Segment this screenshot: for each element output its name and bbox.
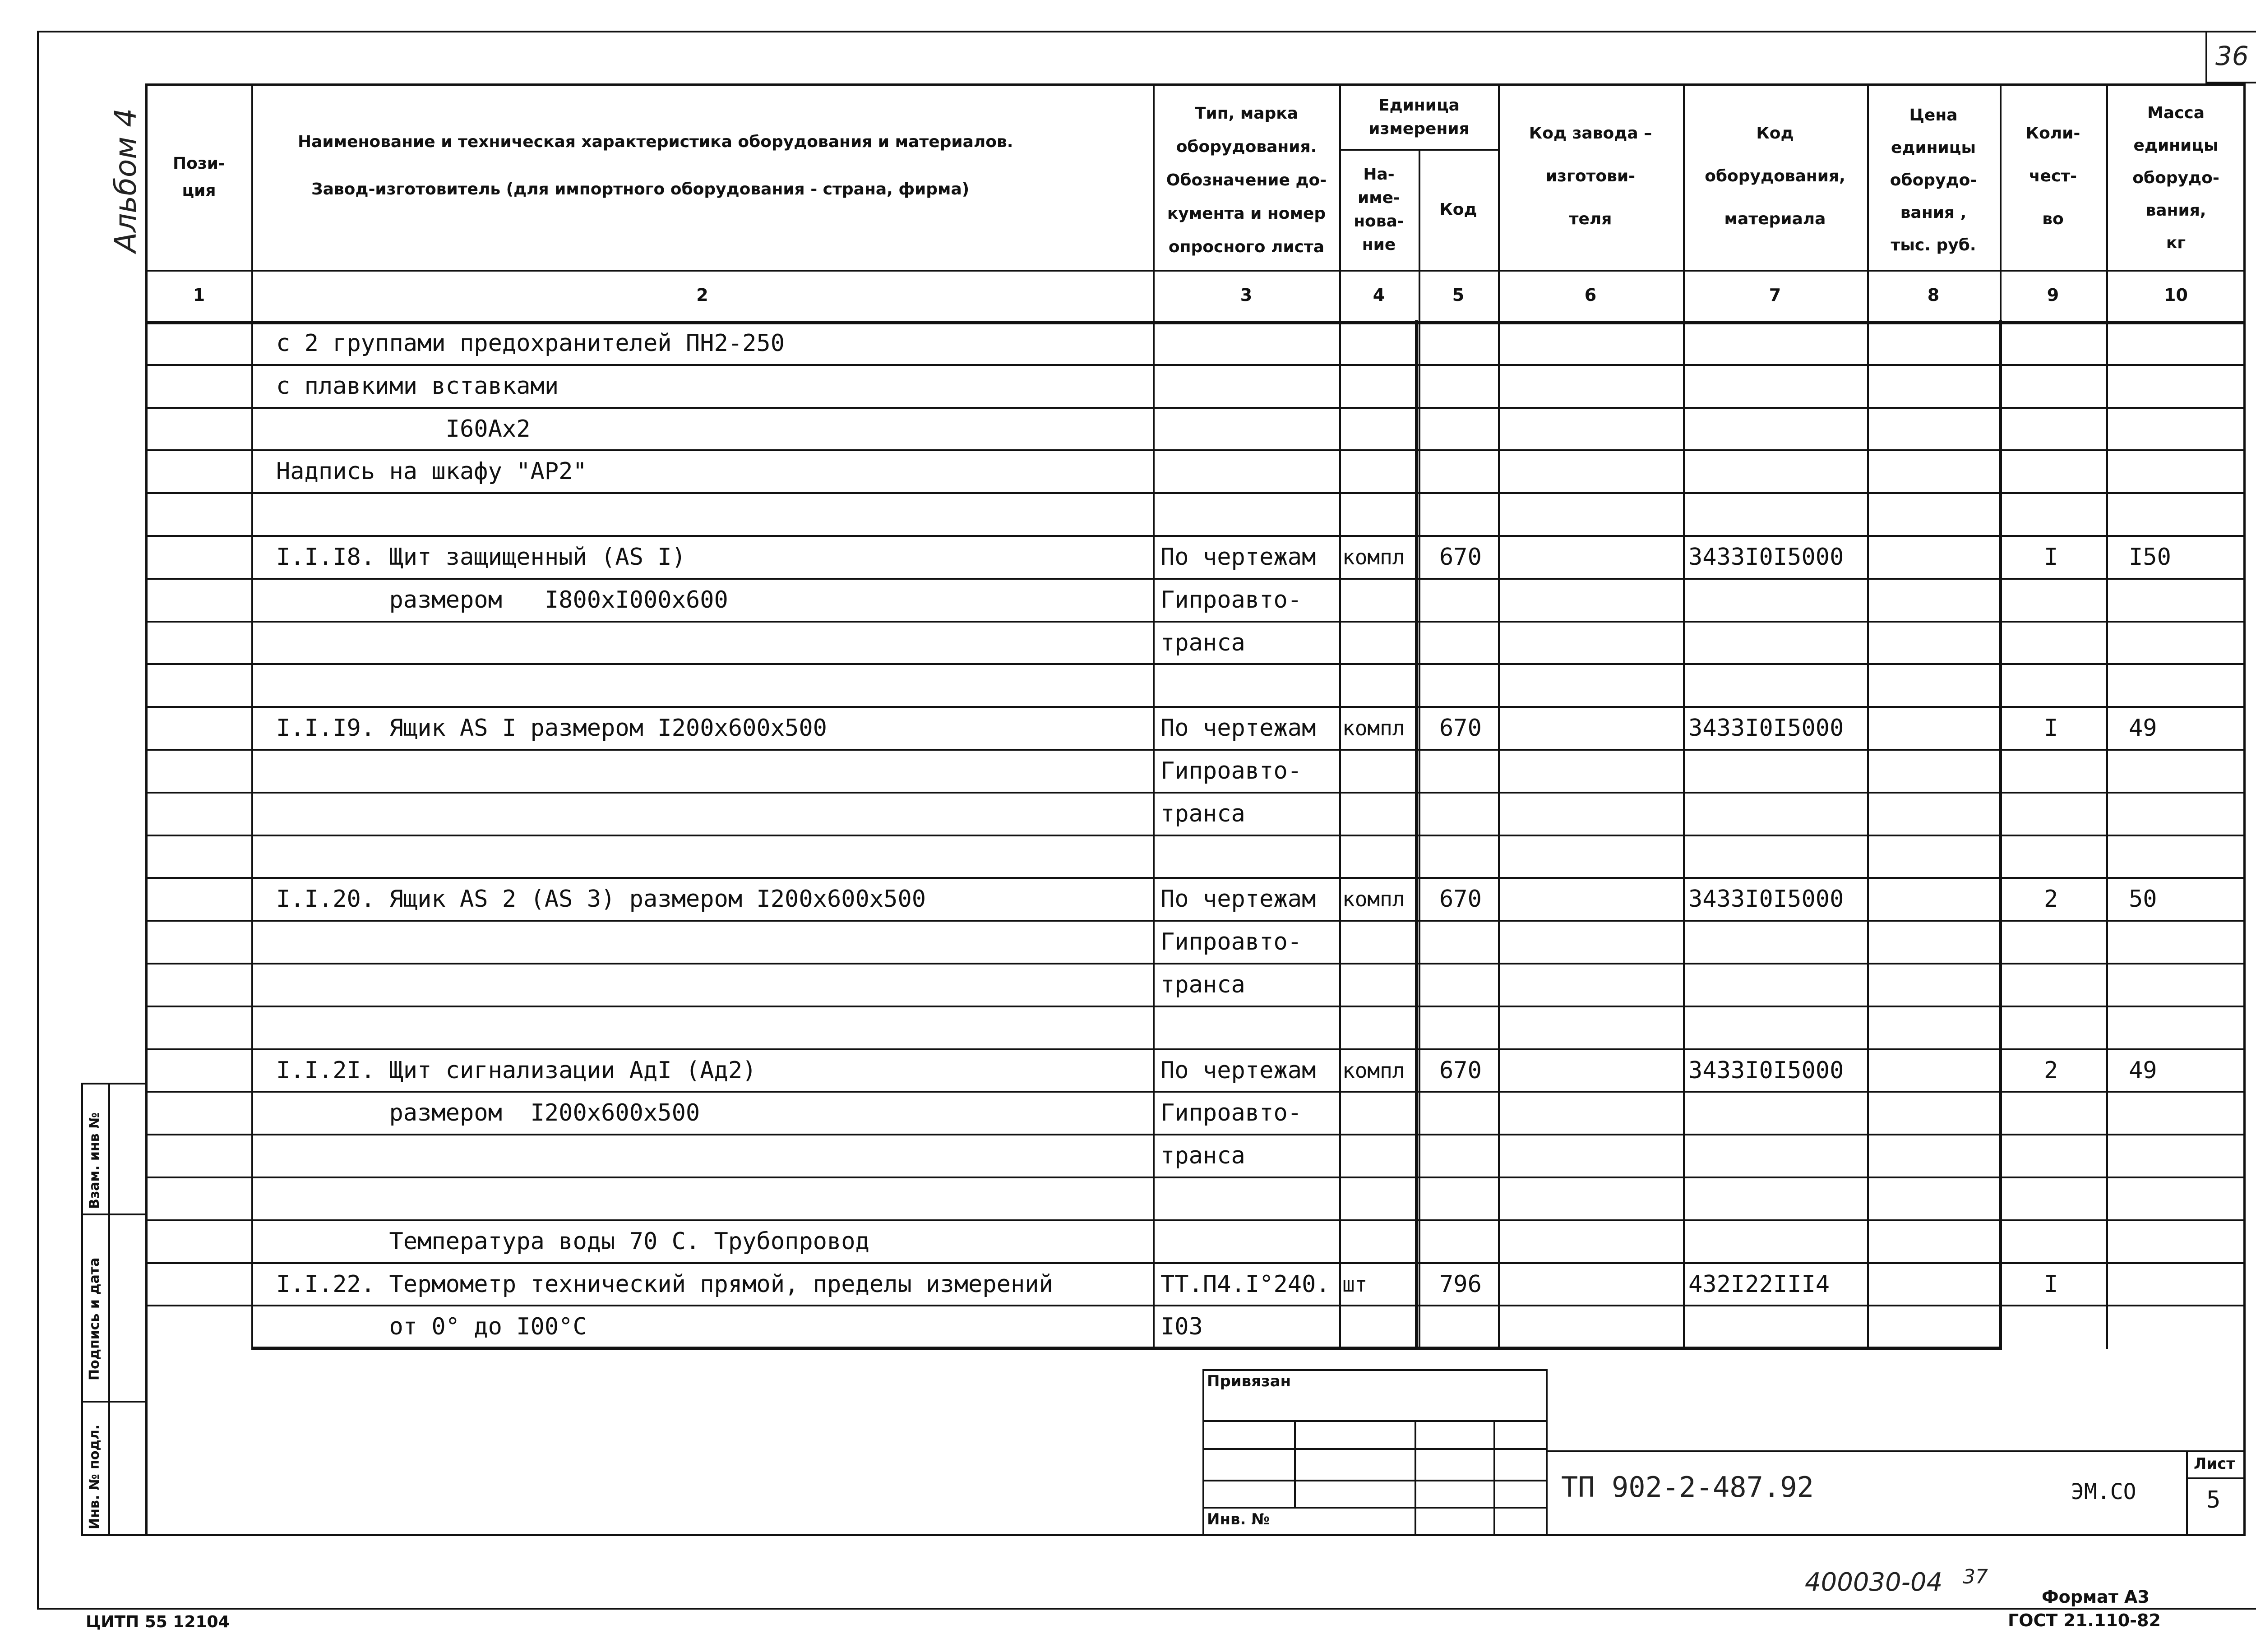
side-stamp-vzam-inv: Взам. инв № (87, 1112, 102, 1209)
col-number-9: 9 (2047, 285, 2059, 305)
item-name-cell: с плавкими вставками (276, 372, 559, 400)
unit-name-cell: компл (1342, 1058, 1405, 1083)
header-col5: Код (1439, 200, 1477, 219)
album-label: Альбом 4 (108, 108, 143, 253)
equipment-code-cell: 3433I0I5000 (1688, 886, 1844, 913)
header-col2-line2: Завод-изготовитель (для импортного оборудования - страна, фирма) (311, 180, 970, 198)
header-units-group: Единица измерения (1368, 96, 1470, 138)
row-divider (145, 663, 2246, 665)
unit-code-cell: 670 (1439, 886, 1482, 913)
item-name-cell: от 0° до I00°С (276, 1313, 587, 1341)
item-name-cell: I.I.I8. Щит защищенный (АЅ I) (276, 544, 686, 571)
handwritten-code: 400030-04 (1805, 1568, 1943, 1597)
header-col8: Цена единицы оборудо- вания , тыс. руб. (1890, 106, 1977, 254)
col-number-4: 4 (1373, 285, 1385, 305)
header-col3: Тип, марка оборудования. Обозначение до- кумента и номер опросного листа (1166, 104, 1327, 256)
type-cell: Гипроавто- (1160, 757, 1302, 784)
item-name-cell: Надпись на шкафу "АР2" (276, 458, 587, 485)
unit-name-cell: компл (1342, 887, 1405, 912)
side-stamp-inv-podl: Инв. № подл. (87, 1424, 102, 1529)
unit-code-cell: 796 (1439, 1270, 1482, 1298)
type-cell: транса (1160, 629, 1245, 656)
row-divider (145, 1177, 2246, 1178)
header-col7: Код оборудования, материала (1705, 124, 1845, 228)
unit-code-cell: 670 (1439, 715, 1482, 742)
type-cell: ТТ.П4.I°240. (1160, 1270, 1330, 1298)
mass-cell: 49 (2129, 1057, 2157, 1084)
bound-label: Привязан (1207, 1372, 1291, 1390)
page-number: 36 (2215, 41, 2249, 71)
format-label: Формат А3 (2042, 1587, 2150, 1607)
type-cell: транса (1160, 1142, 1245, 1170)
item-name-cell: I.I.2I. Щит сигнализации АдI (Ад2) (276, 1057, 757, 1084)
sheet-label: Лист (2194, 1455, 2235, 1473)
header-col10: Масса единицы оборудо- вания, кг (2132, 104, 2219, 252)
sheet-number: 5 (2206, 1486, 2221, 1514)
item-name-cell: I.I.22. Термометр технический прямой, пределы измерений (276, 1270, 1053, 1298)
quantity-cell: I (2044, 544, 2058, 571)
inv-label: Инв. № (1207, 1510, 1270, 1528)
document-code: ТП 902-2-487.92 (1561, 1471, 1814, 1504)
col-number-6: 6 (1584, 285, 1597, 305)
unit-name-cell: компл (1342, 545, 1405, 569)
unit-name-cell: компл (1342, 716, 1405, 741)
equipment-code-cell: 432I22III4 (1688, 1270, 1830, 1298)
col-number-10: 10 (2164, 285, 2188, 305)
col-number-2: 2 (696, 285, 708, 305)
header-col6: Код завода – изготови- теля (1529, 124, 1652, 228)
unit-code-cell: 670 (1439, 544, 1482, 571)
print-code: ЦИТП 55 12104 (86, 1613, 230, 1631)
quantity-cell: I (2044, 715, 2058, 742)
item-name-cell: размером I800хI000х600 (276, 586, 728, 614)
type-cell: транса (1160, 971, 1245, 998)
gost-label: ГОСТ 21.110-82 (2008, 1610, 2161, 1630)
type-cell: транса (1160, 800, 1245, 827)
mass-cell: 50 (2129, 886, 2157, 913)
type-cell: По чертежам (1160, 1057, 1316, 1084)
header-col9: Коли- чест- во (2025, 124, 2080, 228)
item-name-cell: I.I.20. Ящик АЅ 2 (АЅ 3) размером I200х600х500 (276, 886, 926, 913)
type-cell: По чертежам (1160, 715, 1316, 742)
type-cell: По чертежам (1160, 886, 1316, 913)
row-divider (145, 492, 2246, 494)
quantity-cell: 2 (2044, 1057, 2058, 1084)
col-number-7: 7 (1769, 285, 1781, 305)
col-number-5: 5 (1452, 285, 1465, 305)
unit-name-cell: шт (1342, 1272, 1368, 1297)
header-col4: На- име- нова- ние (1354, 165, 1404, 254)
side-stamp-podpis-data: Подпись и дата (87, 1257, 102, 1380)
type-cell: Гипроавто- (1160, 928, 1302, 956)
quantity-cell: 2 (2044, 886, 2058, 913)
item-name-cell: размером I200х600х500 (276, 1099, 700, 1127)
mass-cell: I50 (2129, 544, 2171, 571)
header-col1: Пози- ция (173, 154, 225, 200)
col-number-1: 1 (193, 285, 205, 305)
col-number-8: 8 (1927, 285, 1940, 305)
equipment-code-cell: 3433I0I5000 (1688, 1057, 1844, 1084)
row-divider (145, 1006, 2246, 1007)
col-number-3: 3 (1240, 285, 1253, 305)
type-cell: Гипроавто- (1160, 1099, 1302, 1127)
unit-code-cell: 670 (1439, 1057, 1482, 1084)
type-cell: По чертежам (1160, 544, 1316, 571)
equipment-code-cell: 3433I0I5000 (1688, 715, 1844, 742)
mass-cell: 49 (2129, 715, 2157, 742)
item-name-cell: I.I.I9. Ящик АЅ I размером I200х600х500 (276, 715, 827, 742)
type-cell: Гипроавто- (1160, 586, 1302, 614)
section-code: ЭМ.СО (2071, 1479, 2136, 1504)
quantity-cell: I (2044, 1270, 2058, 1298)
equipment-code-cell: 3433I0I5000 (1688, 544, 1844, 571)
item-name-cell: I60Ах2 (276, 415, 531, 443)
header-col2-line1: Наименование и техническая характеристика оборудования и материалов. (298, 133, 1013, 151)
row-divider (145, 835, 2246, 836)
handwritten-suffix: 37 (1963, 1565, 1988, 1588)
item-name-cell: с 2 группами предохранителей ПН2-250 (276, 330, 785, 357)
type-cell: I03 (1160, 1313, 1203, 1341)
item-name-cell: Температура воды 70 С. Трубопровод (276, 1227, 869, 1255)
